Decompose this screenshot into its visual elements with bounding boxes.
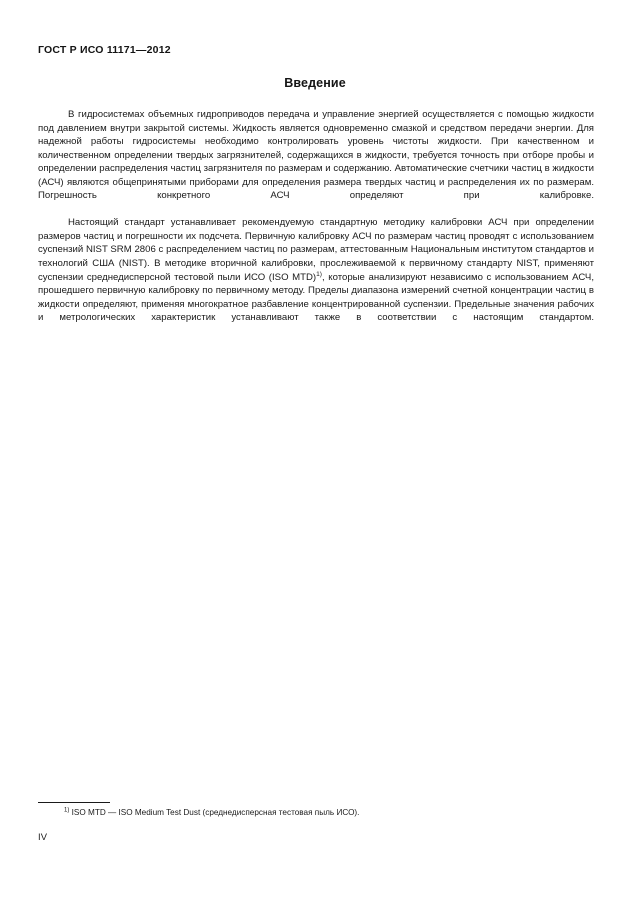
footnote-marker: 1) xyxy=(64,807,70,814)
footnote-separator-rule xyxy=(38,802,110,803)
page-title-text: Введение xyxy=(284,76,346,90)
page-title xyxy=(0,76,630,90)
paragraph-2 xyxy=(38,216,594,338)
footnote xyxy=(38,807,594,818)
paragraph-1: В гидросистемах объемных гидроприводов передача и управление энергией осуществляется с помощью жидкости под давлением внутри закрытой системы. Жидкость является одновременно смазкой и средством передачи энергии. Для надежной работы гидросистемы необходимо контролировать уровень чистоты жидкости. При качественном и количественном определении твердых загрязнителей, содержащихся в жидкости, требуется точность при отборе пробы и определении распределения частиц загрязнителя по размерам и содержанию. Автоматические счетчики частиц в жидкости (АСЧ) являются общепринятыми приборами для определения размера твердых частиц и распределения их по размерам. Погрешность конкретного АСЧ определяют при калибровке. xyxy=(38,109,594,202)
body-text xyxy=(38,108,594,338)
paragraph-2-part-1: Настоящий стандарт устанавливает рекомендуемую стандартную методику калибровки АСЧ при определении размеров частиц и погрешности их подсчета. Первичную калибровку АСЧ по размерам частиц проводят с использованием суспензий NIST SRM 2806 с распределением частиц по размерам, аттестованным Национальным институтом стандартов и технологий США (NIST). В методике вторичной калибровки, прослеживаемой к первичному стандарту NIST, применяют суспензии среднедисперсной тестовой пыли ИСО (ISO MTD) xyxy=(38,217,594,283)
footnote-text: ISO MTD — ISO Medium Test Dust (среднедисперсная тестовая пыль ИСО). xyxy=(69,808,360,817)
footnote-reference-marker: 1) xyxy=(316,270,322,278)
paragraph-2-part-2: , которые анализируют независимо с использованием АСЧ, прошедшего первичную калибровку по первичному методу. Пределы диапазона измерений счетной концентрации частиц в жидкости определяют, применяя многократное разбавление концентрированной суспензии. Предельные значения рабочих и метрологических характеристик устанавливают также в соответствии с настоящим стандартом. xyxy=(38,271,594,324)
page-number: IV xyxy=(38,831,48,842)
running-header: ГОСТ Р ИСО 11171—2012 xyxy=(38,44,171,56)
